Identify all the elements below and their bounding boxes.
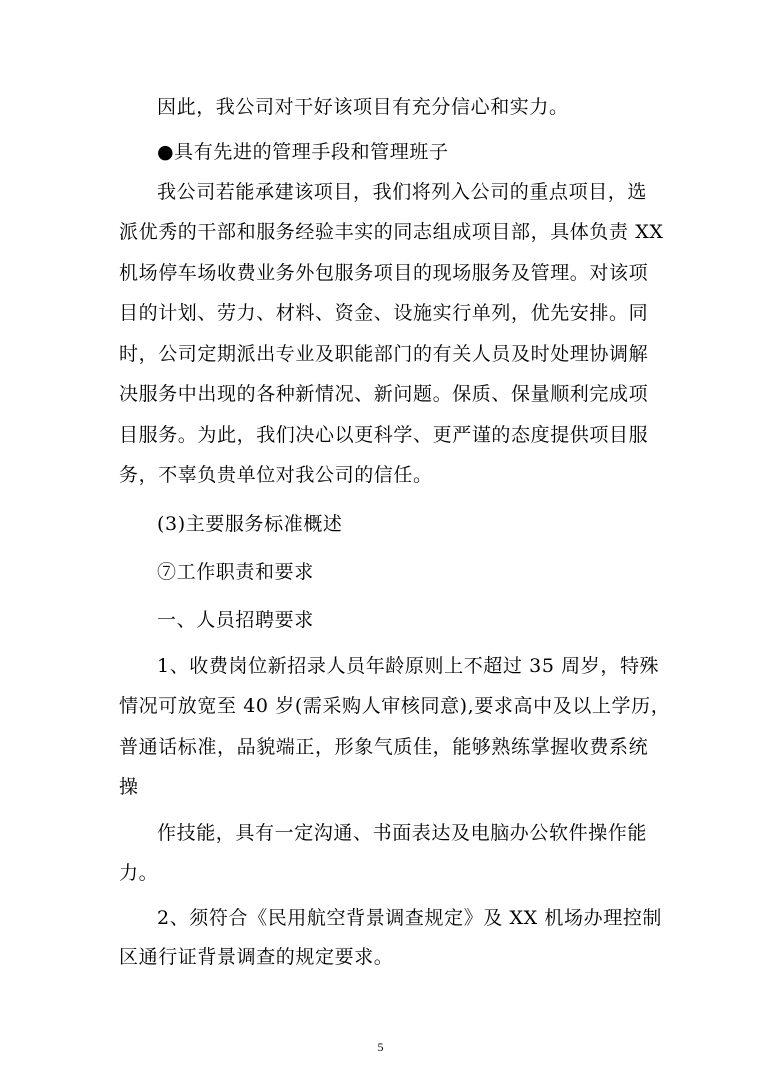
paragraph-line: 力。 [119, 862, 159, 884]
paragraph-line: 派优秀的干部和服务经验丰实的同志组成项目部，具体负责 XX [119, 221, 664, 243]
section-heading-service-standards: (3)主要服务标准概述 [157, 513, 343, 535]
paragraph-line: 务，不辜负贵单位对我公司的信任。 [119, 464, 433, 486]
paragraph-line: 目的计划、劳力、材料、资金、设施实行单列，优先安排。同 [119, 302, 649, 324]
paragraph-line: 我公司若能承建该项目，我们将列入公司的重点项目，选 [157, 181, 648, 203]
paragraph-line: 操 [119, 776, 139, 798]
paragraph-line: 普通话标准，品貌端正，形象气质佳，能够熟练掌握收费系统 [119, 736, 649, 758]
paragraph-line: 作技能，具有一定沟通、书面表达及电脑办公软件操作能 [157, 822, 648, 844]
paragraph-confidence: 因此，我公司对干好该项目有充分信心和实力。 [157, 96, 569, 118]
page-number: 5 [377, 1040, 384, 1054]
section-heading-duties: ⑦工作职责和要求 [157, 561, 314, 583]
paragraph-line: 1、收费岗位新招录人员年龄原则上不超过 35 周岁，特殊 [157, 655, 660, 677]
bullet-heading-management: ●具有先进的管理手段和管理班子 [157, 141, 449, 163]
paragraph-line: 情况可放宽至 40 岁(需采购人审核同意),要求高中及以上学历， [119, 695, 671, 717]
paragraph-line: 机场停车场收费业务外包服务项目的现场服务及管理。对该项 [119, 262, 649, 284]
paragraph-line: 目服务。为此，我们决心以更科学、更严谨的态度提供项目服 [119, 424, 649, 446]
paragraph-line: 区通行证背景调查的规定要求。 [119, 946, 394, 968]
paragraph-line: 2、须符合《民用航空背景调查规定》及 XX 机场办理控制 [157, 907, 663, 929]
paragraph-line: 时，公司定期派出专业及职能部门的有关人员及时处理协调解 [119, 343, 649, 365]
paragraph-line: 决服务中出现的各种新情况、新问题。保质、保量顺利完成项 [119, 383, 649, 405]
section-heading-recruitment: 一、人员招聘要求 [157, 609, 314, 631]
